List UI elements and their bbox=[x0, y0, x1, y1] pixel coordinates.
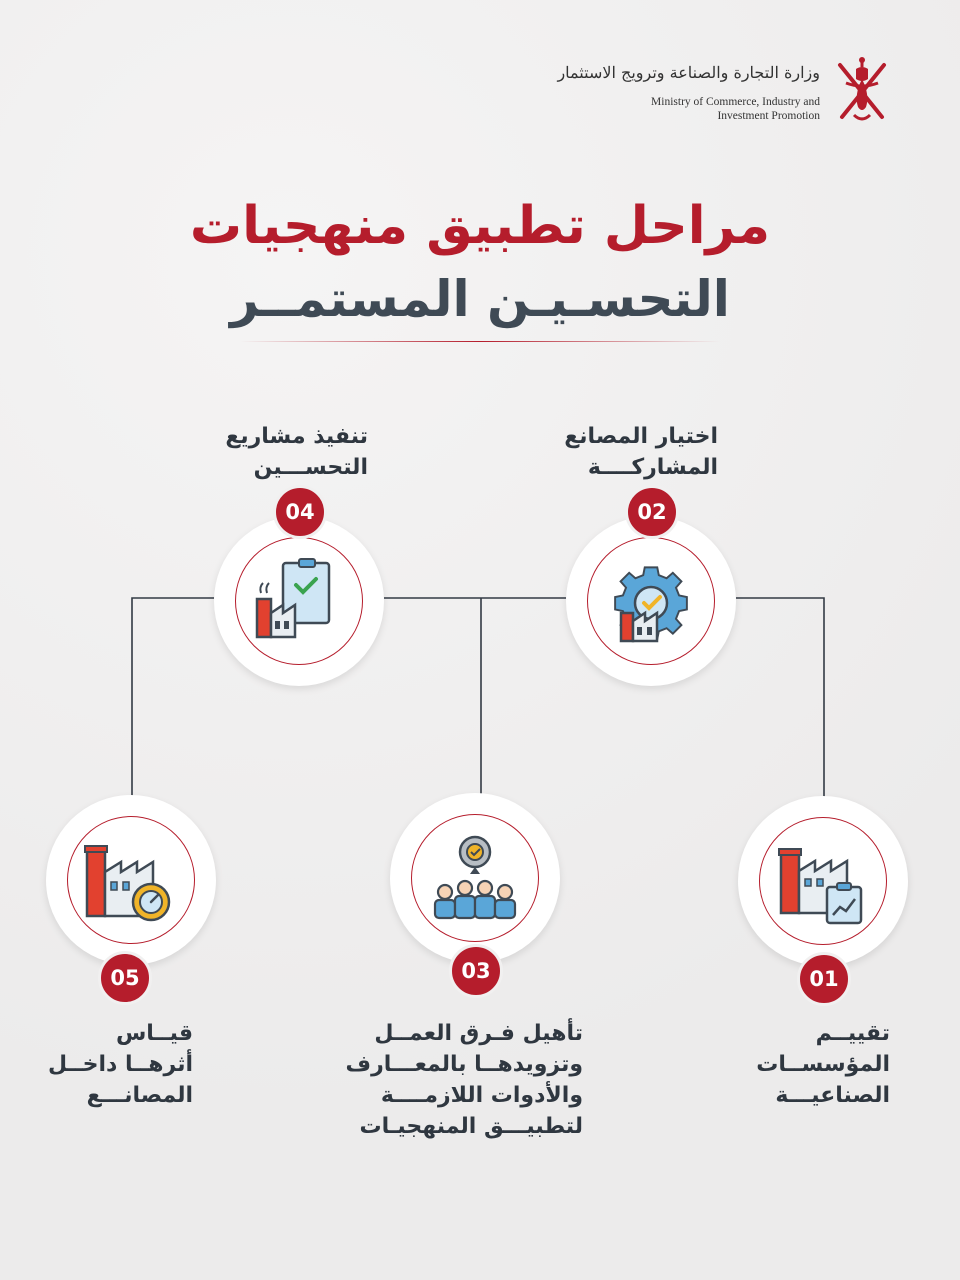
connector-02-01 bbox=[736, 598, 824, 800]
stage-01-number: 01 bbox=[797, 952, 851, 1006]
stage-03-label: تأهيل فـرق العمــل وتزويدهــا بالمعـــارف والأدوات اللازمــــة لتطبيـــق المنهجيـات bbox=[345, 1021, 583, 1139]
factory-gauge-icon bbox=[81, 830, 181, 930]
stage-05 bbox=[46, 795, 216, 990]
stage-05-label: قيــاس أثرهــا داخــل المصانـــع bbox=[47, 1021, 193, 1108]
factory-checklist-icon bbox=[249, 551, 349, 651]
stage-05-number: 05 bbox=[98, 951, 152, 1005]
factory-clipboard-chart-icon bbox=[773, 831, 873, 931]
stage-01-label: تقييــم المؤسســات الصناعيـــة bbox=[756, 1021, 890, 1108]
gear-factory-check-icon bbox=[601, 551, 701, 651]
stage-04 bbox=[214, 500, 384, 686]
connector-04-05 bbox=[132, 598, 214, 800]
stage-01 bbox=[738, 796, 908, 991]
stage-02 bbox=[566, 500, 736, 686]
ministry-name-english: Ministry of Commerce, Industry and Investment Promotion bbox=[651, 96, 820, 122]
page-title-line-1: مراحل تطبيق منهجيات bbox=[189, 196, 771, 256]
stage-02-number: 02 bbox=[625, 485, 679, 539]
page-title-line-2: التحسـيـن المستمــر bbox=[230, 270, 730, 328]
ministry-name-arabic: وزارة التجارة والصناعة وترويج الاستثمار bbox=[557, 63, 820, 82]
stage-02-label: اختيار المصانع المشاركــــة bbox=[564, 424, 718, 480]
stage-04-label: تنفيذ مشاريع التحســـين bbox=[225, 424, 368, 480]
stage-04-number: 04 bbox=[273, 485, 327, 539]
stage-03-number: 03 bbox=[449, 944, 503, 998]
team-gear-icon bbox=[425, 828, 525, 928]
stage-03 bbox=[390, 793, 560, 983]
